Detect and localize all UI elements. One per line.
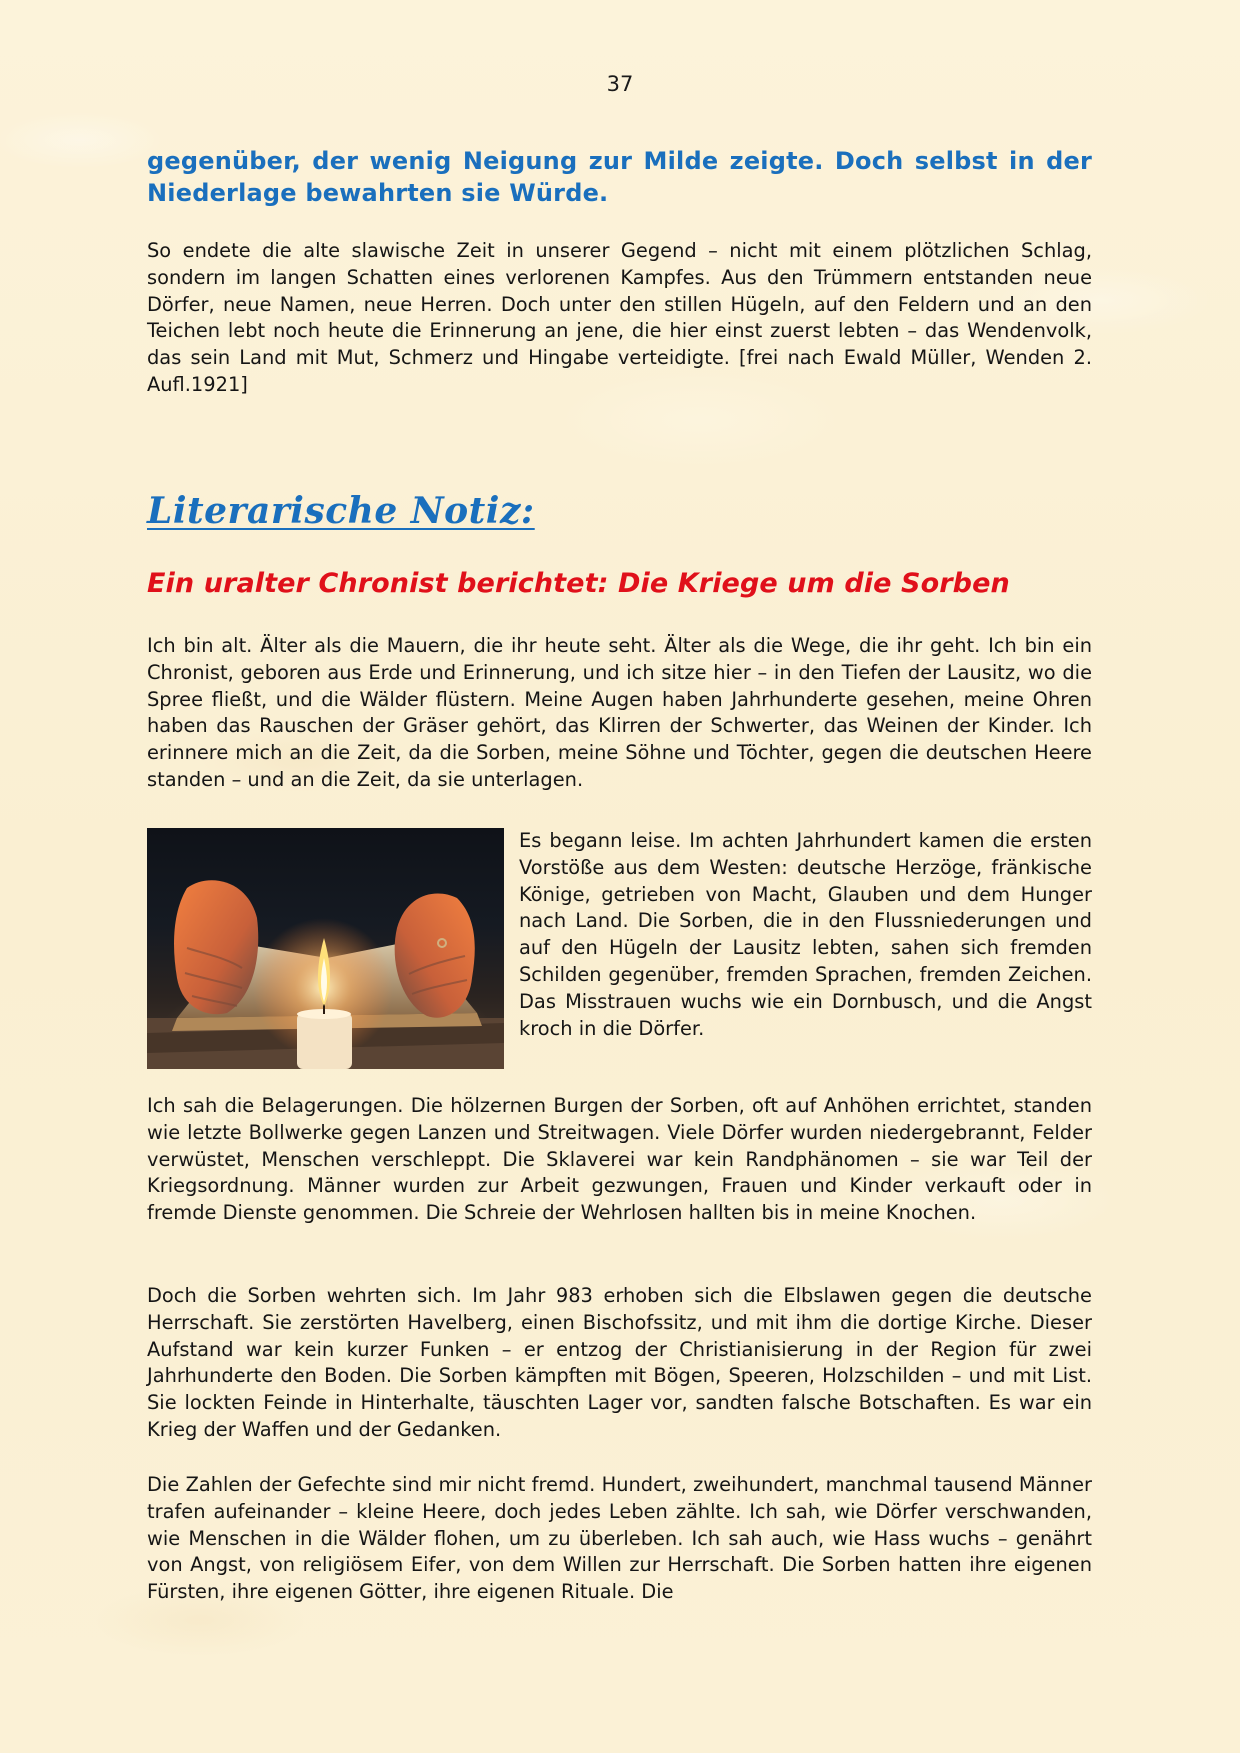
chronicle-paragraph-1: Ich bin alt. Älter als die Mauern, die ihr heute seht. Älter als die Wege, die ihr geht. Ich bin ein Chronist, geboren aus Erde und Erinnerung, und ich sitze hier – in den Tiefen der Lausitz, wo die Spree fließt, und die Wälder flüstern. Meine Augen haben Jahrhunderte gesehen, meine Ohren haben das Rauschen der Gräser gehört, das Klirren der Schwerter, das Weinen der Kinder. Ich erinnere mich an die Zeit, da die Sorben, meine Söhne und Töchter, gegen die deutschen Heere standen – und an die Zeit, da sie unterlagen. xyxy=(147,634,1092,791)
intro-paragraph: So endete die alte slawische Zeit in unserer Gegend – nicht mit einem plötzlichen Schlag, sondern im langen Schatten eines verlorenen Kampfes. Aus den Trümmern entstanden neue Dörfer, neue Namen, neue Herren. Doch unter den stillen Hügeln, auf den Feldern und an den Teichen lebt noch heute die Erinnerung an jene, die hier einst zuerst lebten – das Wendenvolk, das sein Land mit Mut, Schmerz und Hingabe verteidigte. [frei nach Ewald Müller, Wenden 2. Aufl.1921] xyxy=(147,239,1092,396)
chronicle-paragraph-3: Ich sah die Belagerungen. Die hölzernen Burgen der Sorben, oft auf Anhöhen errichtet, standen wie letzte Bollwerke gegen Lanzen und Streitwagen. Viele Dörfer wurden niedergebrannt, Felder verwüstet, Menschen verschleppt. Die Sklaverei war kein Randphänomen – sie war Teil der Kriegsordnung. Männer wurden zur Arbeit gezwungen, Frauen und Kinder verkauft oder in fremde Dienste genommen. Die Schreie der Wehrlosen hallten bis in meine Knochen. xyxy=(147,1094,1092,1225)
chronicle-paragraph-4: Doch die Sorben wehrten sich. Im Jahr 983 erhoben sich die Elbslawen gegen die deutsche Herrschaft. Sie zerstörten Havelberg, einen Bischofssitz, und mit ihm die dortige Kirche. Dieser Aufstand war kein kurzer Funken – er entzog der Christianisierung in der Region für zwei Jahrhunderte den Boden. Die Sorben kämpften mit Bögen, Speeren, Holzschilden – und mit List. Sie lockten Feinde in Hinterhalte, täuschten Lager vor, sandten falsche Botschaften. Es war ein Krieg der Waffen und der Gedanken. xyxy=(147,1284,1092,1441)
candle-hands-image xyxy=(147,828,504,1069)
chronicle-paragraph-5: Die Zahlen der Gefechte sind mir nicht fremd. Hundert, zweihundert, manchmal tausend Männer trafen aufeinander – kleine Heere, doch jedes Leben zählte. Ich sah, wie Dörfer verschwanden, wie Menschen in die Wälder flohen, um zu überleben. Ich sah auch, wie Hass wuchs – genährt von Angst, von religiösem Eifer, von dem Willen zur Herrschaft. Die Sorben hatten ihre eigenen Fürsten, ihre eigenen Götter, ihre eigenen Rituale. Die xyxy=(147,1473,1092,1604)
candle-illustration-icon xyxy=(147,828,504,1069)
section-heading: Literarische Notiz: xyxy=(147,490,535,532)
continuation-text: gegenüber, der wenig Neigung zur Milde zeigte. Doch selbst in der Niederlage bewahrten sie Würde. xyxy=(147,147,1092,207)
section-subheading: Ein uralter Chronist berichtet: Die Kriege um die Sorben xyxy=(147,568,1010,599)
page-number: 37 xyxy=(606,72,634,96)
chronicle-paragraph-2: Es begann leise. Im achten Jahrhundert kamen die ersten Vorstöße aus dem Westen: deutsche Herzöge, fränkische Könige, getrieben von Macht, Glauben und dem Hunger nach Land. Die Sorben, die in den Flussniederungen und auf den Hügeln der Lausitz lebten, sahen sich fremden Schilden gegenüber, fremden Sprachen, fremden Zeichen. Das Misstrauen wuchs wie ein Dornbusch, und die Angst kroch in die Dörfer. xyxy=(519,829,1092,1040)
